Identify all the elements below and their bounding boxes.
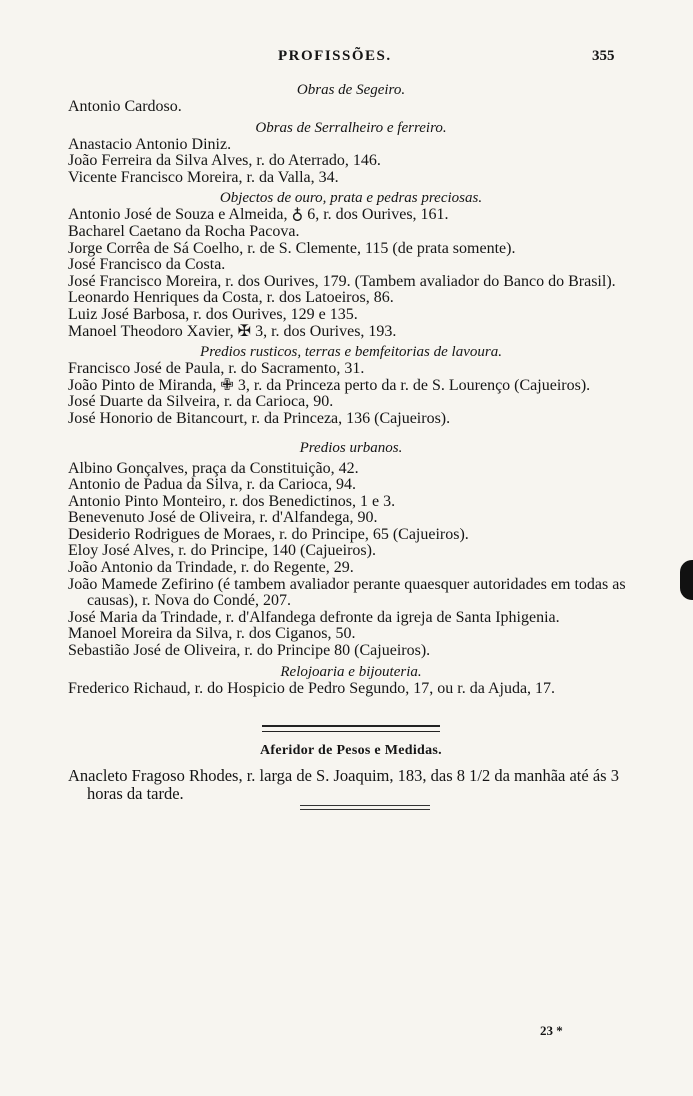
list-item: João Mamede Zefirino (é tambem avaliador perante quaesquer autoridades em todas as causas), r. Nova do Condé, 207.	[68, 575, 626, 610]
page-content	[68, 82, 634, 810]
list-item: Sebastião José de Oliveira, r. do Principe 80 (Cajueiros).	[68, 642, 431, 660]
list-item: João Pinto de Miranda, ✙ 3, r. da Princeza perto da r. de S. Lourenço (Cajueiros).	[68, 376, 591, 394]
section-heading: Predios urbanos.	[299, 439, 403, 456]
running-title: PROFISSÕES.	[278, 48, 392, 64]
list-item: Manoel Moreira da Silva, r. dos Ciganos, 50.	[68, 625, 356, 643]
list-item: Benevenuto José de Oliveira, r. d'Alfandega, 90.	[68, 509, 378, 527]
list-item: João Ferreira da Silva Alves, r. do Aterrado, 146.	[68, 152, 381, 170]
list-item: João Antonio da Trindade, r. do Regente, 29.	[68, 559, 354, 577]
list-item: Antonio Pinto Monteiro, r. dos Benedictinos, 1 e 3.	[68, 492, 396, 510]
list-item: José Francisco Moreira, r. dos Ourives, 179. (Tambem avaliador do Banco do Brasil).	[68, 272, 616, 290]
list-item: Luiz José Barbosa, r. dos Ourives, 129 e 135.	[68, 305, 358, 323]
page-header	[0, 48, 693, 70]
list-item: José Duarte da Silveira, r. da Carioca, 90.	[68, 393, 334, 411]
list-item: Anacleto Fragoso Rhodes, r. larga de S. Joaquim, 183, das 8 1/2 da manhãa até ás 3 horas da tarde.	[68, 766, 619, 804]
closing-rule	[300, 805, 430, 810]
section-heading: Relojoaria e bijouteria.	[280, 663, 422, 680]
list-item: Manoel Theodoro Xavier, ✠ 3, r. dos Ourives, 193.	[68, 322, 397, 340]
list-item: Francisco José de Paula, r. do Sacramento, 31.	[68, 360, 365, 378]
list-item: Albino Gonçalves, praça da Constituição, 42.	[68, 459, 359, 477]
section-heading: Objectos de ouro, prata e pedras preciosas.	[219, 190, 483, 207]
list-item: Antonio José de Souza e Almeida, ♁ 6, r. dos Ourives, 161.	[68, 206, 449, 224]
list-item: Anastacio Antonio Diniz.	[68, 135, 232, 153]
divider	[68, 719, 634, 737]
section-heading: Obras de Serralheiro e ferreiro.	[255, 119, 447, 136]
list-item: José Honorio de Bitancourt, r. da Princeza, 136 (Cajueiros).	[68, 409, 451, 427]
list-item: Desiderio Rodrigues de Moraes, r. do Principe, 65 (Cajueiros).	[68, 525, 469, 543]
section-heading: Predios rusticos, terras e bemfeitorias de lavoura.	[200, 344, 502, 361]
list-item: José Francisco da Costa.	[68, 256, 226, 274]
list-item: Antonio de Padua da Silva, r. da Carioca, 94.	[68, 476, 356, 494]
list-item: Antonio Cardoso.	[68, 98, 182, 115]
list-item: Leonardo Henriques da Costa, r. dos Latoeiros, 86.	[68, 289, 394, 307]
page-number: 355	[592, 48, 615, 64]
list-item: José Maria da Trindade, r. d'Alfandega defronte da igreja de Santa Iphigenia.	[68, 608, 560, 626]
divider-rule	[262, 725, 440, 732]
section-heading: Obras de Segeiro.	[296, 82, 406, 98]
aferidor-heading: Aferidor de Pesos e Medidas.	[260, 743, 442, 759]
list-item: Frederico Richaud, r. do Hospicio de Pedro Segundo, 17, ou r. da Ajuda, 17.	[68, 679, 556, 697]
list-item: Jorge Corrêa de Sá Coelho, r. de S. Clemente, 115 (de prata somente).	[68, 239, 516, 257]
list-item: Vicente Francisco Moreira, r. da Valla, 34.	[68, 168, 339, 186]
list-item: Bacharel Caetano da Rocha Pacova.	[68, 222, 300, 240]
list-item: Eloy José Alves, r. do Principe, 140 (Cajueiros).	[68, 542, 376, 560]
page-edge-mark	[680, 560, 693, 600]
signature-mark: 23 *	[540, 1023, 563, 1038]
